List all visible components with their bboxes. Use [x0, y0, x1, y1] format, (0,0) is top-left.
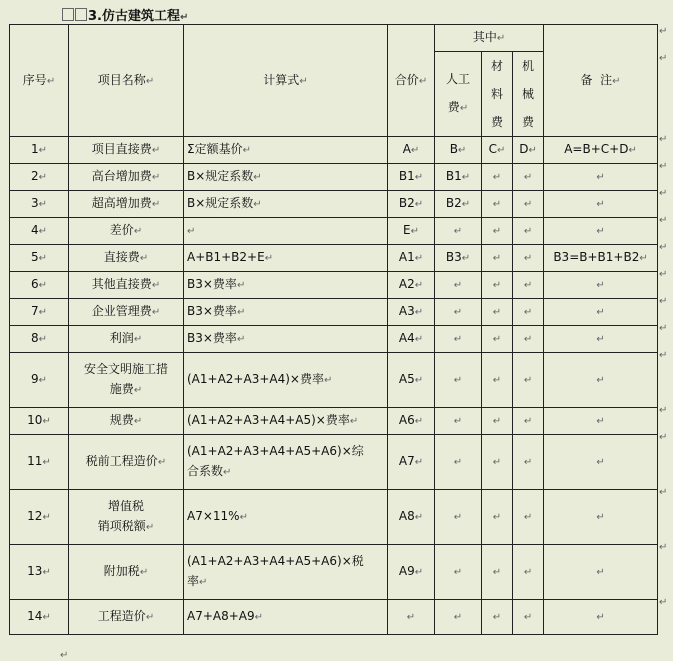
cell-remark: ↵	[544, 435, 658, 490]
cell-formula: A7+A8+A9↵	[184, 600, 388, 635]
cell-name: 税前工程造价↵	[69, 435, 184, 490]
cell-name: 工程造价↵	[69, 600, 184, 635]
header-seq: 序号↵	[10, 25, 69, 137]
row-end-mark: ↵	[659, 296, 668, 307]
header-labor: 人工 费↵	[435, 52, 482, 137]
cell-remark: ↵	[544, 191, 658, 218]
cell-total: A9↵	[388, 545, 435, 600]
cell-remark: ↵	[544, 164, 658, 191]
cell-machine: ↵	[513, 600, 544, 635]
cell-name: 直接费↵	[69, 245, 184, 272]
cell-seq: 11↵	[10, 435, 69, 490]
cell-formula: (A1+A2+A3+A4+A5)×费率↵	[184, 408, 388, 435]
cell-total: A4↵	[388, 326, 435, 353]
cell-labor: ↵	[435, 545, 482, 600]
cell-remark: ↵	[544, 272, 658, 299]
cell-machine: ↵	[513, 218, 544, 245]
cell-material: ↵	[482, 326, 513, 353]
cell-material: ↵	[482, 164, 513, 191]
cost-table	[9, 24, 658, 635]
cell-formula: B3×费率↵	[184, 326, 388, 353]
cell-seq: 5↵	[10, 245, 69, 272]
cell-seq: 10↵	[10, 408, 69, 435]
table-row	[10, 245, 658, 272]
cell-machine: ↵	[513, 490, 544, 545]
cell-seq: 3↵	[10, 191, 69, 218]
row-end-mark: ↵	[659, 542, 668, 553]
row-end-mark: ↵	[659, 432, 668, 443]
cell-seq: 1↵	[10, 137, 69, 164]
table-row	[10, 164, 658, 191]
table-row	[10, 137, 658, 164]
table-row	[10, 299, 658, 326]
cell-name: 利润↵	[69, 326, 184, 353]
cell-name: 高台增加费↵	[69, 164, 184, 191]
cell-machine: ↵	[513, 245, 544, 272]
cell-labor: ↵	[435, 490, 482, 545]
header-among: 其中↵	[435, 25, 544, 52]
cell-formula: A+B1+B2+E↵	[184, 245, 388, 272]
cell-material: ↵	[482, 408, 513, 435]
cell-labor: B2↵	[435, 191, 482, 218]
cell-material: ↵	[482, 218, 513, 245]
cell-seq: 8↵	[10, 326, 69, 353]
cell-name: 增值税 销项税额↵	[69, 490, 184, 545]
cell-remark: ↵	[544, 545, 658, 600]
cell-machine: ↵	[513, 435, 544, 490]
cell-formula: B×规定系数↵	[184, 191, 388, 218]
row-end-mark: ↵	[659, 323, 668, 334]
cell-material: ↵	[482, 299, 513, 326]
cell-remark: ↵	[544, 299, 658, 326]
cell-remark: B3=B+B1+B2↵	[544, 245, 658, 272]
cell-seq: 2↵	[10, 164, 69, 191]
cell-seq: 7↵	[10, 299, 69, 326]
cell-machine: ↵	[513, 299, 544, 326]
table-row	[10, 272, 658, 299]
cell-name: 差价↵	[69, 218, 184, 245]
cell-labor: ↵	[435, 218, 482, 245]
cell-name: 企业管理费↵	[69, 299, 184, 326]
table-row	[10, 545, 658, 600]
cell-machine: ↵	[513, 191, 544, 218]
title-text: 3.仿古建筑工程	[88, 9, 180, 24]
cell-total: E↵	[388, 218, 435, 245]
return-mark: ↵	[60, 650, 69, 661]
row-end-mark: ↵	[659, 188, 668, 199]
cell-material: ↵	[482, 545, 513, 600]
page-title	[62, 5, 188, 24]
row-end-mark: ↵	[659, 215, 668, 226]
cell-formula: A7×11%↵	[184, 490, 388, 545]
cell-total: B2↵	[388, 191, 435, 218]
row-end-mark: ↵	[659, 405, 668, 416]
cell-machine: D↵	[513, 137, 544, 164]
row-end-mark: ↵	[659, 242, 668, 253]
cell-total: A3↵	[388, 299, 435, 326]
row-end-mark: ↵	[659, 26, 668, 37]
cell-total: A1↵	[388, 245, 435, 272]
table-row	[10, 600, 658, 635]
cell-material: ↵	[482, 490, 513, 545]
cell-name: 规费↵	[69, 408, 184, 435]
cell-seq: 6↵	[10, 272, 69, 299]
cell-seq: 4↵	[10, 218, 69, 245]
cell-name: 超高增加费↵	[69, 191, 184, 218]
cell-material: ↵	[482, 600, 513, 635]
cell-remark: ↵	[544, 218, 658, 245]
row-end-mark: ↵	[659, 597, 668, 608]
cell-seq: 12↵	[10, 490, 69, 545]
header-formula: 计算式↵	[184, 25, 388, 137]
placeholder-box-icon	[75, 8, 87, 21]
header-machine: 机 械 费	[513, 52, 544, 137]
cell-remark: ↵	[544, 353, 658, 408]
header-material: 材 料 费	[482, 52, 513, 137]
cell-labor: ↵	[435, 408, 482, 435]
cell-formula: ↵	[184, 218, 388, 245]
cell-material: ↵	[482, 272, 513, 299]
cell-material: ↵	[482, 353, 513, 408]
cell-material: ↵	[482, 191, 513, 218]
table-row	[10, 191, 658, 218]
cell-formula: (A1+A2+A3+A4)×费率↵	[184, 353, 388, 408]
cell-labor: ↵	[435, 353, 482, 408]
table-row	[10, 326, 658, 353]
cell-name: 安全文明施工措 施费↵	[69, 353, 184, 408]
row-end-mark: ↵	[659, 161, 668, 172]
cell-machine: ↵	[513, 545, 544, 600]
cell-total: A2↵	[388, 272, 435, 299]
cell-labor: ↵	[435, 600, 482, 635]
cell-formula: B3×费率↵	[184, 272, 388, 299]
cell-total: A8↵	[388, 490, 435, 545]
cell-total: A6↵	[388, 408, 435, 435]
cell-seq: 9↵	[10, 353, 69, 408]
row-end-mark: ↵	[659, 350, 668, 361]
return-mark: ↵	[179, 12, 189, 23]
cell-formula: Σ定额基价↵	[184, 137, 388, 164]
cell-name: 附加税↵	[69, 545, 184, 600]
cell-total: A5↵	[388, 353, 435, 408]
cell-seq: 14↵	[10, 600, 69, 635]
cell-name: 其他直接费↵	[69, 272, 184, 299]
cell-formula: (A1+A2+A3+A4+A5+A6)×税 率↵	[184, 545, 388, 600]
cell-labor: ↵	[435, 272, 482, 299]
cell-total: B1↵	[388, 164, 435, 191]
cell-labor: B1↵	[435, 164, 482, 191]
cell-formula: (A1+A2+A3+A4+A5+A6)×综 合系数↵	[184, 435, 388, 490]
cell-remark: ↵	[544, 408, 658, 435]
cell-machine: ↵	[513, 408, 544, 435]
table-row	[10, 408, 658, 435]
cell-remark: ↵	[544, 326, 658, 353]
header-name: 项目名称↵	[69, 25, 184, 137]
cell-total: A7↵	[388, 435, 435, 490]
row-end-mark: ↵	[659, 269, 668, 280]
cell-total: ↵	[388, 600, 435, 635]
cell-formula: B×规定系数↵	[184, 164, 388, 191]
cell-material: ↵	[482, 245, 513, 272]
row-end-mark: ↵	[659, 487, 668, 498]
cell-total: A↵	[388, 137, 435, 164]
cell-name: 项目直接费↵	[69, 137, 184, 164]
row-end-mark: ↵	[659, 53, 668, 64]
cell-remark: ↵	[544, 490, 658, 545]
row-end-mark: ↵	[659, 134, 668, 145]
cell-machine: ↵	[513, 326, 544, 353]
cell-seq: 13↵	[10, 545, 69, 600]
cell-machine: ↵	[513, 353, 544, 408]
header-remark: 备 注↵	[544, 25, 658, 137]
cell-labor: ↵	[435, 326, 482, 353]
cell-remark: A=B+C+D↵	[544, 137, 658, 164]
cell-labor: ↵	[435, 299, 482, 326]
table-row	[10, 490, 658, 545]
cell-labor: B↵	[435, 137, 482, 164]
table-row	[10, 353, 658, 408]
placeholder-box-icon	[62, 8, 74, 21]
cell-material: ↵	[482, 435, 513, 490]
cell-labor: ↵	[435, 435, 482, 490]
table-row	[10, 218, 658, 245]
cell-labor: B3↵	[435, 245, 482, 272]
header-total: 合价↵	[388, 25, 435, 137]
cell-machine: ↵	[513, 164, 544, 191]
cell-machine: ↵	[513, 272, 544, 299]
cell-material: C↵	[482, 137, 513, 164]
cell-remark: ↵	[544, 600, 658, 635]
cell-formula: B3×费率↵	[184, 299, 388, 326]
table-row	[10, 435, 658, 490]
